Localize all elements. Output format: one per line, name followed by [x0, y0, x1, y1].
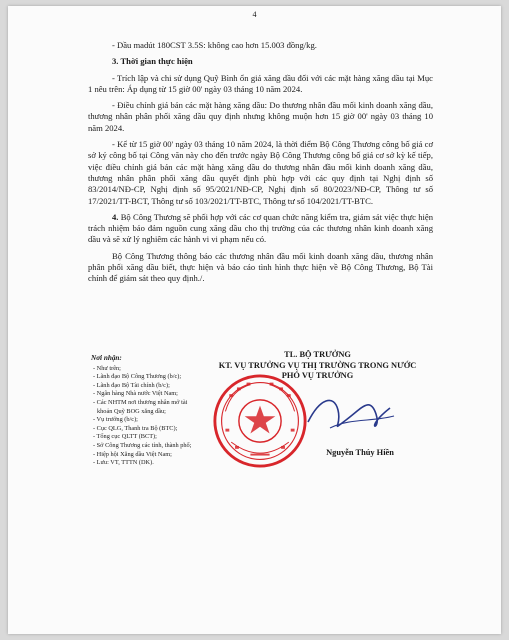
handwritten-signature	[300, 388, 400, 438]
signature-block	[190, 350, 445, 382]
recipient-item: - Ngân hàng Nhà nước Việt Nam;	[93, 390, 178, 398]
page-number: 4	[252, 10, 257, 19]
paragraph-supervision-text: Bộ Công Thương sẽ phối hợp với các cơ quan chức năng kiểm tra, giám sát việc thực hiện trách nhiệm bảo đảm nguồn cung xăng dầu cho thị trường của các thương nhân kinh doanh xăng dầu và sẽ xử lý nghiêm các hành vi vi phạm nếu có.	[88, 211, 433, 245]
paragraph-supervision	[88, 212, 433, 246]
recipients-list	[91, 354, 201, 468]
recipient-item: - Lưu: VT, TTTN (DK).	[93, 459, 154, 467]
recipient-item: - Hiệp hội Xăng dầu Việt Nam;	[93, 450, 172, 458]
recipient-item: - Các NHTM nơi thương nhân mở tài khoản Quỹ BOG xăng dầu;	[93, 398, 188, 415]
paragraph-price-adjustment: - Điều chỉnh giá bán các mặt hàng xăng dầu: Do thương nhân đầu mối kinh doanh xăng dầu, thương nhân phân phối xăng dầu quy định nhưng không muộn hơn 15 giờ 00' ngày 03 tháng 10 năm 2024.	[88, 100, 433, 133]
recipient-item: - Sở Công Thương các tỉnh, thành phố;	[93, 441, 192, 449]
signature-title-1: TL. BỘ TRƯỞNG	[284, 350, 351, 359]
recipient-item: - Như trên;	[93, 364, 121, 372]
recipient-item: - Lãnh đạo Bộ Công Thương (b/c);	[93, 373, 182, 381]
recipient-item: - Vụ trưởng (b/c);	[93, 416, 138, 424]
section-heading-timing: 3. Thời gian thực hiện	[112, 56, 193, 67]
section-number: 4.	[112, 211, 119, 222]
signature-title-3: PHÓ VỤ TRƯỞNG	[281, 371, 354, 381]
signer-name: Nguyễn Thúy Hiền	[326, 448, 394, 457]
recipient-item: - Tổng cục QLTT (BCT);	[93, 433, 157, 441]
paragraph-fuel-oil-price: - Dầu madút 180CST 3.5S: không cao hơn 15.003 đồng/kg.	[112, 40, 317, 50]
official-seal	[212, 373, 308, 469]
document-body	[88, 40, 433, 285]
paragraph-notice: Bộ Công Thương thông báo các thương nhân đầu mối kinh doanh xăng dầu, thương nhân phân phối xăng dầu biết, thực hiện và báo cáo tình hình thực hiện về Bộ Công Thương, Bộ Tài chính để giám sát theo quy định./.	[88, 250, 433, 284]
recipients-heading: Nơi nhận:	[91, 354, 122, 362]
signature-title-2: KT. VỤ TRƯỞNG VỤ THỊ TRƯỜNG TRONG NƯỚC	[218, 360, 417, 370]
recipient-item: - Lãnh đạo Bộ Tài chính (b/c);	[93, 381, 170, 389]
recipient-item: - Cục QLG, Thanh tra Bộ (BTC);	[93, 424, 178, 432]
paragraph-effective-from: - Kể từ 15 giờ 00' ngày 03 tháng 10 năm 2024, là thời điểm Bộ Công Thương công bố giá cơ sở ký công bố tại Công văn này cho đến trước ngày Bộ Công Thương công bố giá cơ sở kỳ kế tiếp, việc điều chỉnh giá bán các mặt hàng xăng dầu do thương nhân đầu mối kinh doanh xăng dầu, thương nhân phân phối xăng dầu quyết định phù hợp với các quy định tại Nghị định số 83/2014/NĐ-CP, Nghị định số 95/2021/NĐ-CP, Nghị định số 80/2023/NĐ-CP, Thông tư số 17/2021/TT-BCT, Thông tư số 103/2021/TT-BTC, Thông tư số 104/2021/TT-BTC.	[88, 139, 433, 206]
paragraph-fund-timing: - Trích lập và chi sử dụng Quỹ Bình ổn giá xăng dầu đối với các mặt hàng xăng dầu tại Mục 1 nêu trên: Áp dụng từ 15 giờ 00' ngày 03 tháng 10 năm 2024.	[88, 72, 433, 94]
